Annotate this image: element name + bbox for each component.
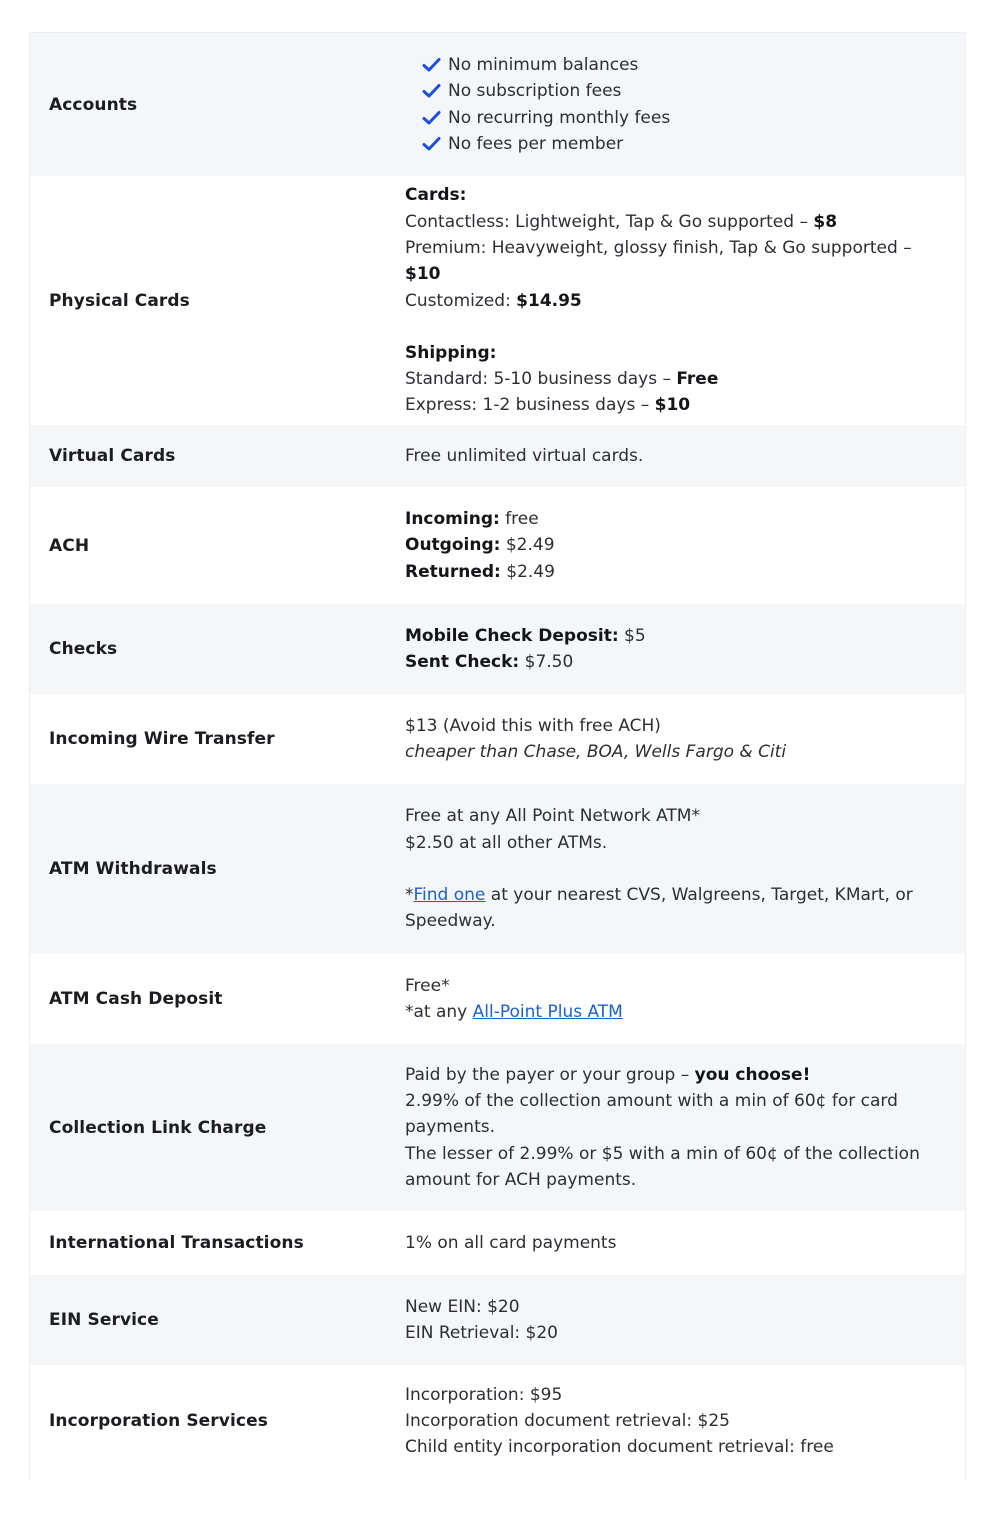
table-row-accounts xyxy=(30,33,965,176)
table-row-collection-link xyxy=(30,1044,965,1211)
pricing-table xyxy=(29,32,966,1481)
standard-shipping-line: Standard: 5-10 business days – Free xyxy=(405,369,719,390)
row-label: ATM Withdrawals xyxy=(49,859,217,879)
row-label: ATM Cash Deposit xyxy=(49,989,223,1009)
cards-heading: Cards: xyxy=(405,185,467,206)
row-value xyxy=(405,1382,965,1461)
ein-retrieval: EIN Retrieval: $20 xyxy=(405,1323,558,1343)
atm-free-line: Free at any All Point Network ATM* xyxy=(405,806,700,827)
check-item-text: No subscription fees xyxy=(448,81,622,102)
express-shipping-line: Express: 1-2 business days – $10 xyxy=(405,395,691,416)
row-value xyxy=(405,1294,965,1347)
table-row-checks xyxy=(30,604,965,694)
table-row-virtual-cards xyxy=(30,425,965,487)
row-label: Checks xyxy=(49,639,118,659)
contactless-line: Contactless: Lightweight, Tap & Go supported – $8 xyxy=(405,211,838,232)
row-value xyxy=(405,1062,965,1193)
atm-other-line: $2.50 at all other ATMs. xyxy=(405,832,608,853)
row-label: Collection Link Charge xyxy=(49,1117,267,1138)
wire-comparison: cheaper than Chase, BOA, Wells Fargo & Citi xyxy=(405,742,787,762)
row-value xyxy=(405,973,965,1026)
row-value xyxy=(405,506,965,585)
child-entity-retrieval: Child entity incorporation document retrieval: free xyxy=(405,1437,834,1458)
table-row-atm-withdrawals xyxy=(30,784,965,954)
wire-fee: $13 (Avoid this with free ACH) xyxy=(405,715,661,736)
list-item xyxy=(422,78,941,104)
table-row-ein-service xyxy=(30,1275,965,1365)
row-value xyxy=(405,623,965,676)
row-label: Incoming Wire Transfer xyxy=(49,729,275,749)
check-item-text: No fees per member xyxy=(448,133,624,154)
mobile-check-deposit: Mobile Check Deposit: $5 xyxy=(405,625,646,646)
row-value: 1% on all card payments xyxy=(405,1232,617,1253)
row-label: Incorporation Services xyxy=(49,1411,268,1431)
table-row-incoming-wire xyxy=(30,694,965,784)
incorporation-retrieval: Incorporation document retrieval: $25 xyxy=(405,1410,730,1431)
list-item xyxy=(422,105,941,131)
row-label: Physical Cards xyxy=(49,290,190,311)
atm-note: *Find one at your nearest CVS, Walgreens, Target, KMart, or Speedway. xyxy=(405,885,913,932)
row-value xyxy=(405,52,965,157)
row-label: Accounts xyxy=(49,94,138,115)
shipping-heading: Shipping: xyxy=(405,342,497,363)
customized-line: Customized: $14.95 xyxy=(405,290,582,311)
table-row-incorporation xyxy=(30,1365,965,1481)
checkmark-icon xyxy=(422,83,441,99)
checkmark-icon xyxy=(422,57,441,73)
ach-outgoing: Outgoing: $2.49 xyxy=(405,535,555,556)
row-value: Free unlimited virtual cards. xyxy=(405,445,644,466)
checkmark-icon xyxy=(422,110,441,126)
check-list xyxy=(405,52,941,157)
all-point-plus-atm-link[interactable]: All-Point Plus ATM xyxy=(472,1002,623,1022)
sent-check: Sent Check: $7.50 xyxy=(405,652,574,672)
premium-line: Premium: Heavyweight, glossy finish, Tap & Go supported – $10 xyxy=(405,237,912,285)
collection-ach-fee: The lesser of 2.99% or $5 with a min of 60¢ of the collection amount for ACH payments. xyxy=(405,1143,920,1190)
row-value xyxy=(405,713,965,766)
row-value xyxy=(405,803,965,934)
table-row-atm-cash-deposit xyxy=(30,954,965,1044)
checkmark-icon xyxy=(422,136,441,152)
ach-returned: Returned: $2.49 xyxy=(405,561,555,582)
new-ein: New EIN: $20 xyxy=(405,1296,520,1317)
row-label: EIN Service xyxy=(49,1310,159,1330)
cash-deposit-note: *at any All-Point Plus ATM xyxy=(405,1002,623,1022)
cash-deposit-free: Free* xyxy=(405,975,450,996)
ach-incoming: Incoming: free xyxy=(405,509,539,530)
check-item-text: No recurring monthly fees xyxy=(448,107,671,128)
list-item xyxy=(422,52,941,78)
check-item-text: No minimum balances xyxy=(448,54,639,75)
row-label: ACH xyxy=(49,535,90,556)
row-label: International Transactions xyxy=(49,1233,304,1253)
table-row-international xyxy=(30,1211,965,1275)
list-item xyxy=(422,131,941,157)
incorporation-fee: Incorporation: $95 xyxy=(405,1384,563,1405)
collection-card-fee: 2.99% of the collection amount with a min of 60¢ for card payments. xyxy=(405,1091,898,1138)
table-row-physical-cards xyxy=(30,176,965,425)
find-one-link[interactable]: Find one xyxy=(413,885,486,905)
collection-intro: Paid by the payer or your group – you choose! xyxy=(405,1064,811,1085)
row-value xyxy=(405,182,965,418)
table-row-ach xyxy=(30,487,965,604)
row-label: Virtual Cards xyxy=(49,446,176,466)
